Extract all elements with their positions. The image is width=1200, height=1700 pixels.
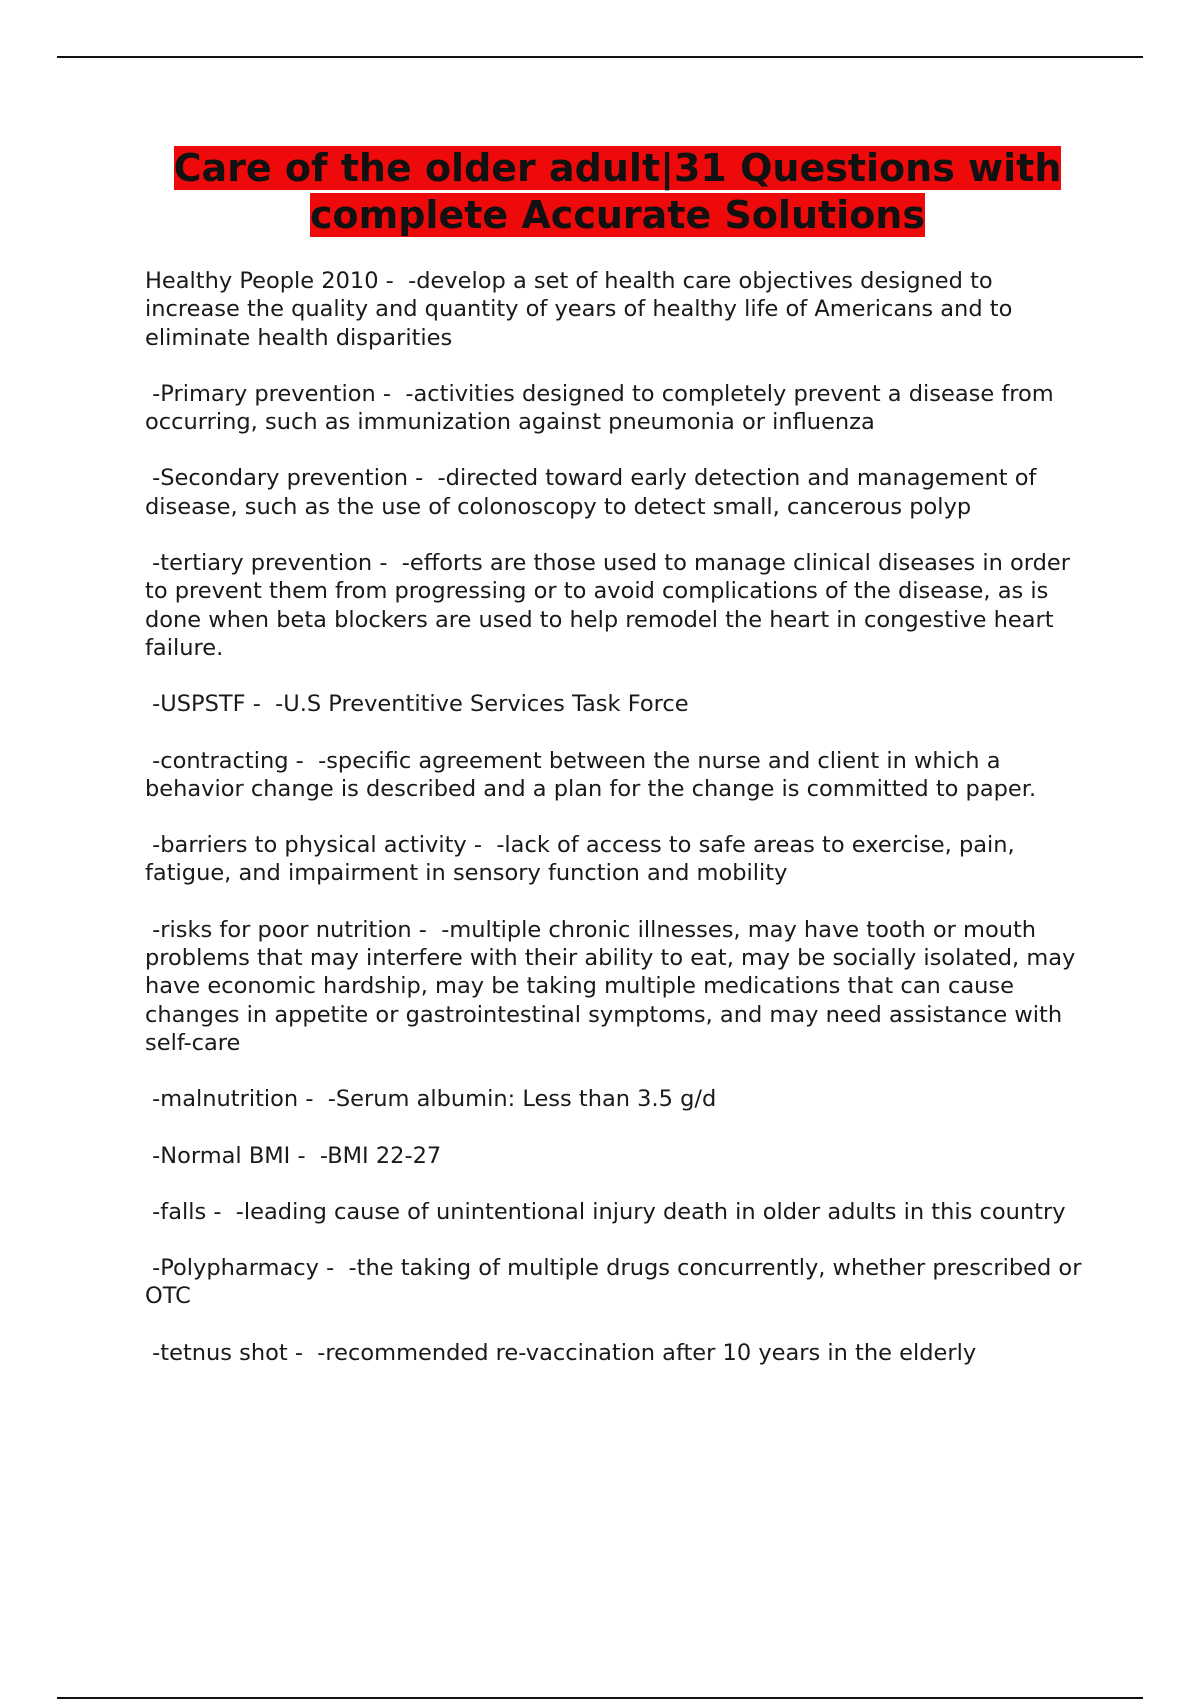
- entry-risks-poor-nutrition: -risks for poor nutrition - -multiple chronic illnesses, may have tooth or mouth problems that may interfere with their ability to eat, may be socially isolated, may have economic hardship, may be taking multiple medications that can cause changes in appetite or gastrointestinal symptoms, and may need assistance with self-care: [145, 916, 1083, 1056]
- entry-polypharmacy: -Polypharmacy - -the taking of multiple drugs concurrently, whether prescribed or OTC: [145, 1255, 1089, 1310]
- entry-malnutrition: -malnutrition - -Serum albumin: Less than 3.5 g/d: [145, 1086, 717, 1113]
- entry-contracting: -contracting - -specific agreement between the nurse and client in which a behavior change is described and a plan for the change is committed to paper.: [145, 747, 1037, 802]
- entry-healthy-people-2010: Healthy People 2010 - -develop a set of health care objectives designed to increase the quality and quantity of years of healthy life of Americans and to eliminate health disparities: [145, 268, 1020, 351]
- entry-falls: -falls - -leading cause of unintentional injury death in older adults in this country: [145, 1198, 1066, 1225]
- entry-secondary-prevention: -Secondary prevention - -directed toward early detection and management of disease, such as the use of colonoscopy to detect small, cancerous polyp: [145, 465, 1044, 520]
- entry-list: [145, 267, 1090, 1395]
- entry-normal-bmi: -Normal BMI - -BMI 22-27: [145, 1142, 442, 1169]
- top-rule: [57, 56, 1143, 58]
- entry-tertiary-prevention: -tertiary prevention - -efforts are those used to manage clinical diseases in order to prevent them from progressing or to avoid complications of the disease, as is done when beta blockers are used to help remodel the heart in congestive heart failure.: [145, 550, 1078, 661]
- document-title: [145, 145, 1090, 239]
- title-highlight: Care of the older adult|31 Questions with complete Accurate Solutions: [173, 146, 1062, 237]
- entry-tetnus-shot: -tetnus shot - -recommended re-vaccination after 10 years in the elderly: [145, 1339, 977, 1366]
- entry-barriers-physical-activity: -barriers to physical activity - -lack of access to safe areas to exercise, pain, fatigue, and impairment in sensory function and mobility: [145, 832, 1022, 887]
- bottom-rule: [57, 1697, 1143, 1699]
- entry-uspstf: -USPSTF - -U.S Preventitive Services Task Force: [145, 691, 689, 718]
- entry-primary-prevention: -Primary prevention - -activities designed to completely prevent a disease from occurring, such as immunization against pneumonia or influenza: [145, 380, 1061, 436]
